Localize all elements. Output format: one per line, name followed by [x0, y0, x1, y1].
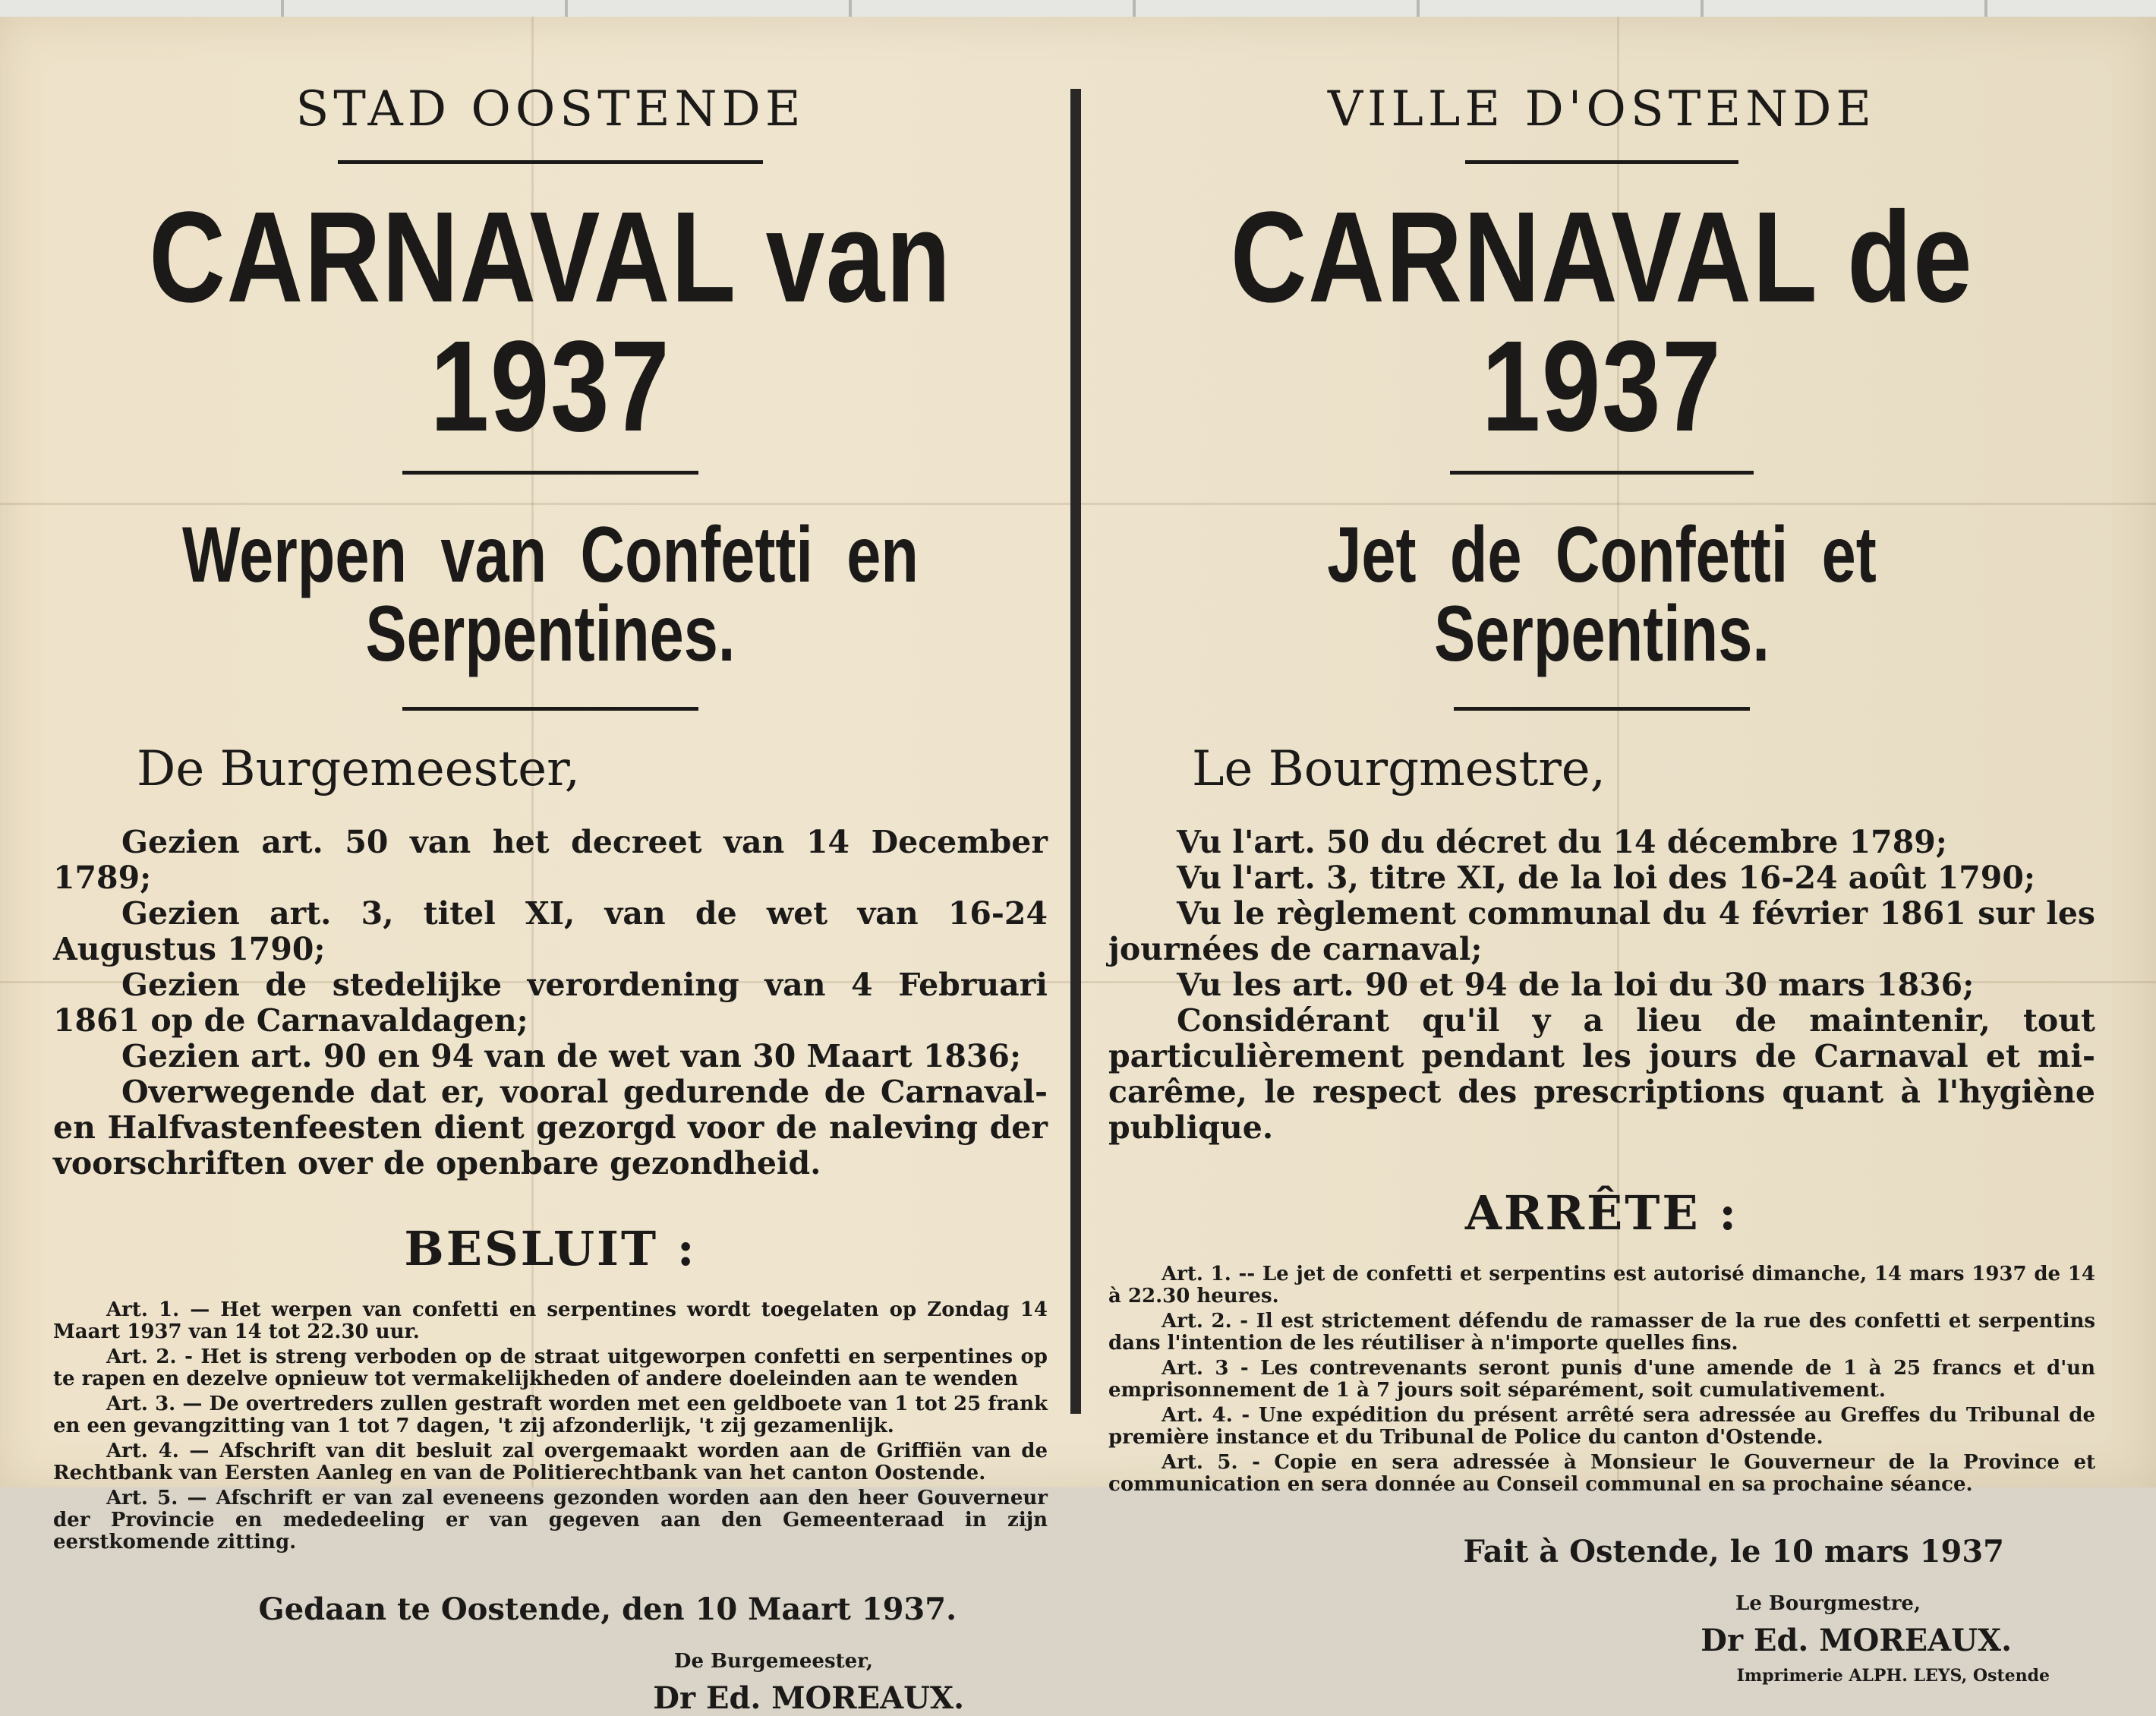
article-item: Art. 4. — Afschrift van dit besluit zal overgemaakt worden aan de Griffiën van de Rechtbank van Eersten Aanleg en van de Politierechtbank van het canton Oostende.: [53, 1440, 1048, 1484]
heading-rule: [338, 160, 763, 164]
official-title: Le Bourgmestre,: [1192, 741, 1606, 797]
article-item: Art. 2. - Il est strictement défendu de ramasser de la rue des confetti et serpentins dans l'intention de les réutiliser à n'importe quelles fins.: [1108, 1310, 2095, 1355]
article-item: Art. 4. - Une expédition du présent arrêté sera adressée au Greffes du Tribunal de première instance et du Tribunal de Police du canton d'Ostende.: [1108, 1404, 2095, 1449]
subtitle-rule: [1454, 707, 1750, 711]
considerations: [53, 825, 1048, 1181]
consideration-item: Vu les art. 90 et 94 de la loi du 30 mars 1836;: [1177, 967, 1975, 1003]
french-column: [1108, 17, 2095, 1686]
consideration-item: Vu l'art. 3, titre XI, de la loi des 16-24 août 1790;: [1177, 860, 2035, 896]
city-heading: STAD OOSTENDE: [295, 81, 805, 137]
consideration-item: Gezien art. 3, titel XI, van de wet van 16-24 Augustus 1790;: [53, 895, 1048, 967]
title-rule: [402, 471, 698, 475]
articles: [1108, 1263, 2095, 1496]
consideration-item: Overwegende dat er, vooral gedurende de Carnaval- en Halfvastenfeesten dient gezorgd voor de naleving der voorschriften over de openbare gezondheid.: [53, 1074, 1048, 1181]
poster: [0, 17, 2156, 1716]
signatory-title: Le Bourgmestre,: [1735, 1592, 1921, 1615]
subtitle-rule: [402, 707, 698, 711]
heading-rule: [1465, 160, 1738, 164]
poster-subtitle: Jet de Confetti et Serpentins.: [1327, 511, 1877, 678]
article-item: Art. 5. - Copie en sera adressée à Monsieur le Gouverneur de la Province et communication en sera donnée au Conseil communal en sa prochaine séance.: [1108, 1451, 2095, 1496]
signatory-name: Dr Ed. MOREAUX.: [653, 1680, 964, 1716]
signed-place-date: Gedaan te Oostende, den 10 Maart 1937.: [258, 1591, 957, 1627]
article-item: Art. 3 - Les contrevenants seront punis d'une amende de 1 à 25 francs et d'un emprisonnement de 1 à 7 jours soit séparément, soit cumulativement.: [1108, 1357, 2095, 1402]
signatory-name: Dr Ed. MOREAUX.: [1701, 1623, 2012, 1658]
printer-credit: Imprimerie ALPH. LEYS, Ostende: [1736, 1666, 2050, 1686]
consideration-item: Gezien art. 90 en 94 van de wet van 30 Maart 1836;: [121, 1038, 1022, 1074]
poster-subtitle: Werpen van Confetti en Serpentines.: [182, 511, 919, 678]
articles: [53, 1299, 1048, 1554]
consideration-item: Considérant qu'il y a lieu de maintenir, tout particulièrement pendant les jours de Carnaval et mi-carême, le respect des prescriptions quant à l'hygiène publique.: [1108, 1002, 2095, 1146]
consideration-item: Gezien de stedelijke verordening van 4 Februari 1861 op de Carnavaldagen;: [53, 967, 1048, 1039]
column-divider: [1070, 89, 1081, 1414]
article-item: Art. 3. — De overtreders zullen gestraft worden met een geldboete van 1 tot 25 frank en een gevangzitting van 1 tot 7 dagen, 't zij afzonderlijk, 't zij gezamenlijk.: [53, 1393, 1048, 1437]
decision-heading: ARRÊTE :: [1464, 1185, 1739, 1241]
consideration-item: Gezien art. 50 van het decreet van 14 December 1789;: [53, 824, 1048, 896]
article-item: Art. 2. - Het is streng verboden op de straat uitgeworpen confetti en serpentines op te rapen en dezelve opnieuw tot vermakelijkheden of andere doeleinden aan te wenden: [53, 1345, 1048, 1390]
signatory-title: De Burgemeester,: [673, 1650, 873, 1673]
poster-title: CARNAVAL van 1937: [149, 185, 952, 459]
poster-title: CARNAVAL de 1937: [1230, 185, 1974, 459]
consideration-item: Vu l'art. 50 du décret du 14 décembre 1789;: [1177, 824, 1947, 860]
article-item: Art. 1. -- Le jet de confetti et serpentins est autorisé dimanche, 14 mars 1937 de 14 à 22.30 heures.: [1108, 1263, 2095, 1308]
considerations: [1108, 825, 2095, 1146]
signed-place-date: Fait à Ostende, le 10 mars 1937: [1463, 1534, 2004, 1569]
official-title: De Burgemeester,: [137, 741, 580, 797]
title-rule: [1450, 471, 1754, 475]
decision-heading: BESLUIT :: [404, 1221, 697, 1276]
dutch-column: [53, 17, 1048, 1716]
consideration-item: Vu le règlement communal du 4 février 1861 sur les journées de carnaval;: [1108, 895, 2095, 967]
article-item: Art. 1. — Het werpen van confetti en serpentines wordt toegelaten op Zondag 14 Maart 1937 van 14 tot 22.30 uur.: [53, 1298, 1048, 1343]
city-heading: VILLE D'OSTENDE: [1327, 81, 1877, 137]
article-item: Art. 5. — Afschrift er van zal eveneens gezonden worden aan den heer Gouverneur der Provincie en mededeeling er van gegeven aan den Gemeenteraad in zijn eerstkomende zitting.: [53, 1487, 1048, 1554]
